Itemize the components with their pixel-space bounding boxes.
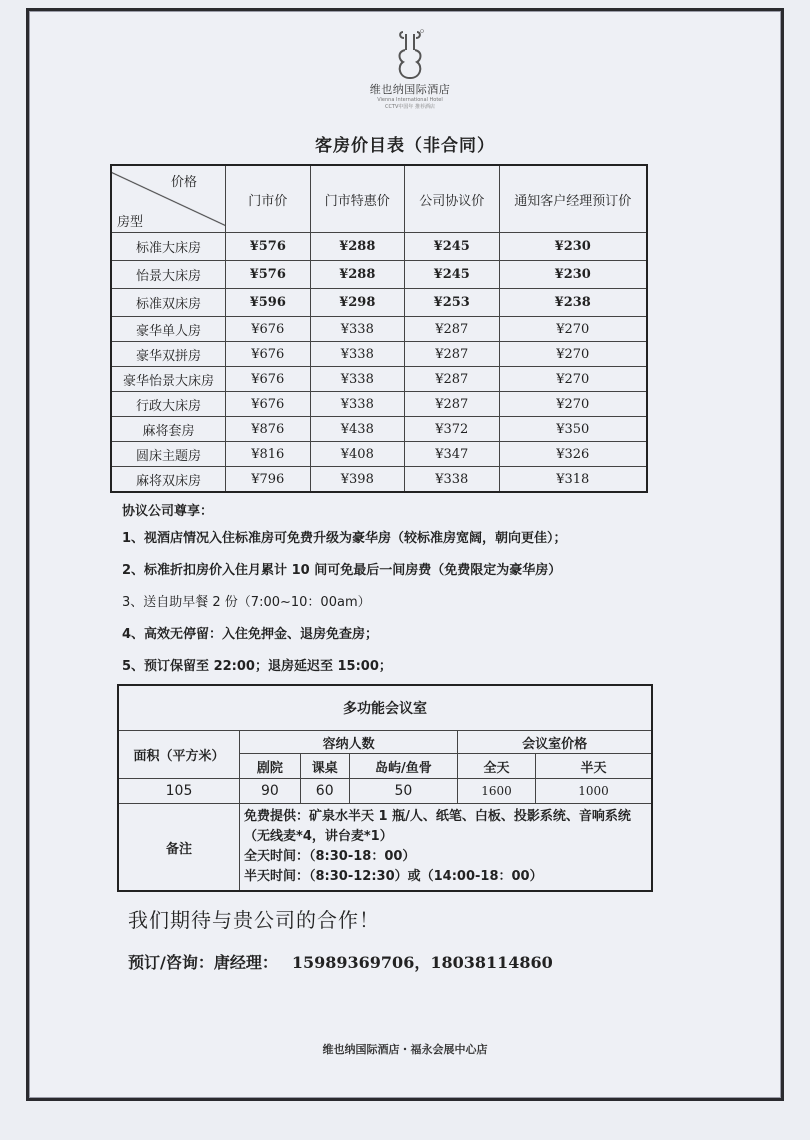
price-value: 1000	[535, 779, 652, 804]
capacity-column: 课桌	[300, 754, 349, 779]
column-header: 公司协议价	[405, 165, 499, 233]
price-cell: ¥326	[499, 442, 647, 467]
room-type: 麻将套房	[111, 417, 226, 442]
column-header: 通知客户经理预订价	[499, 165, 647, 233]
price-cell: ¥288	[310, 233, 404, 261]
price-cell: ¥347	[405, 442, 499, 467]
remarks-label: 备注	[118, 804, 240, 892]
price-cell: ¥270	[499, 392, 647, 417]
meeting-room-title: 多功能会议室	[118, 685, 652, 731]
price-cell: ¥287	[405, 367, 499, 392]
remark-line: 半天时间：（8:30-12:30）或（14:00-18：00）	[244, 869, 543, 884]
room-type: 豪华双拼房	[111, 342, 226, 367]
violin-logo-icon	[393, 28, 427, 80]
price-cell: ¥398	[310, 467, 404, 493]
price-cell: ¥338	[405, 467, 499, 493]
table-row	[111, 442, 647, 467]
price-cell: ¥270	[499, 367, 647, 392]
table-row	[111, 289, 647, 317]
hotel-name-en: Vienna International Hotel	[377, 97, 443, 103]
room-price-table	[110, 164, 648, 493]
price-cell: ¥230	[499, 261, 647, 289]
price-cell: ¥288	[310, 261, 404, 289]
hotel-name-cn: 维也纳国际酒店	[369, 83, 451, 96]
capacity-label: 容纳人数	[240, 731, 458, 754]
table-row	[111, 467, 647, 493]
perks-heading: 协议公司尊享：	[122, 504, 214, 519]
corner-header	[111, 165, 226, 233]
room-type: 圆床主题房	[111, 442, 226, 467]
perk-item: 3、送自助早餐 2 份（7:00~10：00am）	[122, 595, 371, 610]
table-row	[111, 367, 647, 392]
hotel-logo	[355, 28, 465, 111]
remarks-content	[240, 804, 652, 892]
room-price-label: 会议室价格	[458, 731, 652, 754]
price-cell: ¥676	[226, 367, 311, 392]
table-row	[111, 392, 647, 417]
footer-branch-name: 维也纳国际酒店・福永会展中心店	[322, 1043, 488, 1056]
price-cell: ¥338	[310, 342, 404, 367]
price-cell: ¥408	[310, 442, 404, 467]
price-cell: ¥576	[226, 261, 311, 289]
price-column: 全天	[458, 754, 536, 779]
capacity-value: 50	[349, 779, 458, 804]
corner-price-label: 价格	[170, 175, 197, 190]
corner-room-label: 房型	[117, 215, 144, 230]
price-cell: ¥676	[226, 392, 311, 417]
price-cell: ¥230	[499, 233, 647, 261]
price-cell: ¥287	[405, 392, 499, 417]
room-type: 麻将双床房	[111, 467, 226, 493]
capacity-column: 剧院	[240, 754, 301, 779]
table-header-row	[111, 165, 647, 233]
price-cell: ¥676	[226, 317, 311, 342]
price-cell: ¥338	[310, 392, 404, 417]
price-cell: ¥576	[226, 233, 311, 261]
perk-item: 4、高效无停留：入住免押金、退房免查房；	[122, 627, 379, 642]
room-type: 豪华单人房	[111, 317, 226, 342]
price-cell: ¥245	[405, 233, 499, 261]
price-cell: ¥596	[226, 289, 311, 317]
corporate-perks	[122, 500, 567, 689]
price-value: 1600	[458, 779, 536, 804]
price-cell: ¥676	[226, 342, 311, 367]
contact-phones: 15989369706，18038114860	[291, 953, 553, 972]
table-row	[111, 417, 647, 442]
price-cell: ¥270	[499, 317, 647, 342]
area-value: 105	[118, 779, 240, 804]
price-cell: ¥287	[405, 317, 499, 342]
price-cell: ¥438	[310, 417, 404, 442]
room-type: 行政大床房	[111, 392, 226, 417]
remark-line: 免费提供：矿泉水半天 1 瓶/人、纸笔、白板、投影系统、音响系统（无线麦*4，讲台麦*1）	[244, 809, 631, 844]
room-type: 标准双床房	[111, 289, 226, 317]
table-row	[111, 261, 647, 289]
room-type: 豪华怡景大床房	[111, 367, 226, 392]
contact-label: 预订/咨询：唐经理：	[128, 953, 278, 972]
contact-line	[128, 950, 553, 973]
remark-line: 全天时间：（8:30-18：00）	[244, 849, 416, 864]
price-cell: ¥287	[405, 342, 499, 367]
room-type: 怡景大床房	[111, 261, 226, 289]
price-cell: ¥796	[226, 467, 311, 493]
capacity-column: 岛屿/鱼骨	[349, 754, 458, 779]
room-type: 标准大床房	[111, 233, 226, 261]
price-cell: ¥253	[405, 289, 499, 317]
perk-item: 1、视酒店情况入住标准房可免费升级为豪华房（较标准房宽阔，朝向更佳）；	[122, 531, 567, 546]
price-cell: ¥338	[310, 317, 404, 342]
table-row	[111, 233, 647, 261]
column-header: 门市特惠价	[310, 165, 404, 233]
price-cell: ¥876	[226, 417, 311, 442]
price-column: 半天	[535, 754, 652, 779]
table-row	[111, 317, 647, 342]
price-cell: ¥350	[499, 417, 647, 442]
price-cell: ¥816	[226, 442, 311, 467]
perk-item: 5、预订保留至 22:00；退房延迟至 15:00；	[122, 659, 392, 674]
capacity-value: 90	[240, 779, 301, 804]
column-header: 门市价	[226, 165, 311, 233]
price-cell: ¥298	[310, 289, 404, 317]
price-cell: ¥270	[499, 342, 647, 367]
capacity-value: 60	[300, 779, 349, 804]
price-table-title: 客房价目表（非合同）	[315, 136, 495, 156]
price-cell: ¥238	[499, 289, 647, 317]
closing-slogan: 我们期待与贵公司的合作！	[128, 908, 380, 932]
price-cell: ¥318	[499, 467, 647, 493]
perk-item: 2、标准折扣房价入住月累计 10 间可免最后一间房费（免费限定为豪华房）	[122, 563, 562, 578]
hotel-tagline: CCTV中国年 推荐酒店	[384, 104, 436, 110]
area-label: 面积（平方米）	[118, 731, 240, 779]
price-cell: ¥372	[405, 417, 499, 442]
meeting-room-table	[117, 684, 653, 892]
table-row	[111, 342, 647, 367]
price-cell: ¥245	[405, 261, 499, 289]
price-cell: ¥338	[310, 367, 404, 392]
